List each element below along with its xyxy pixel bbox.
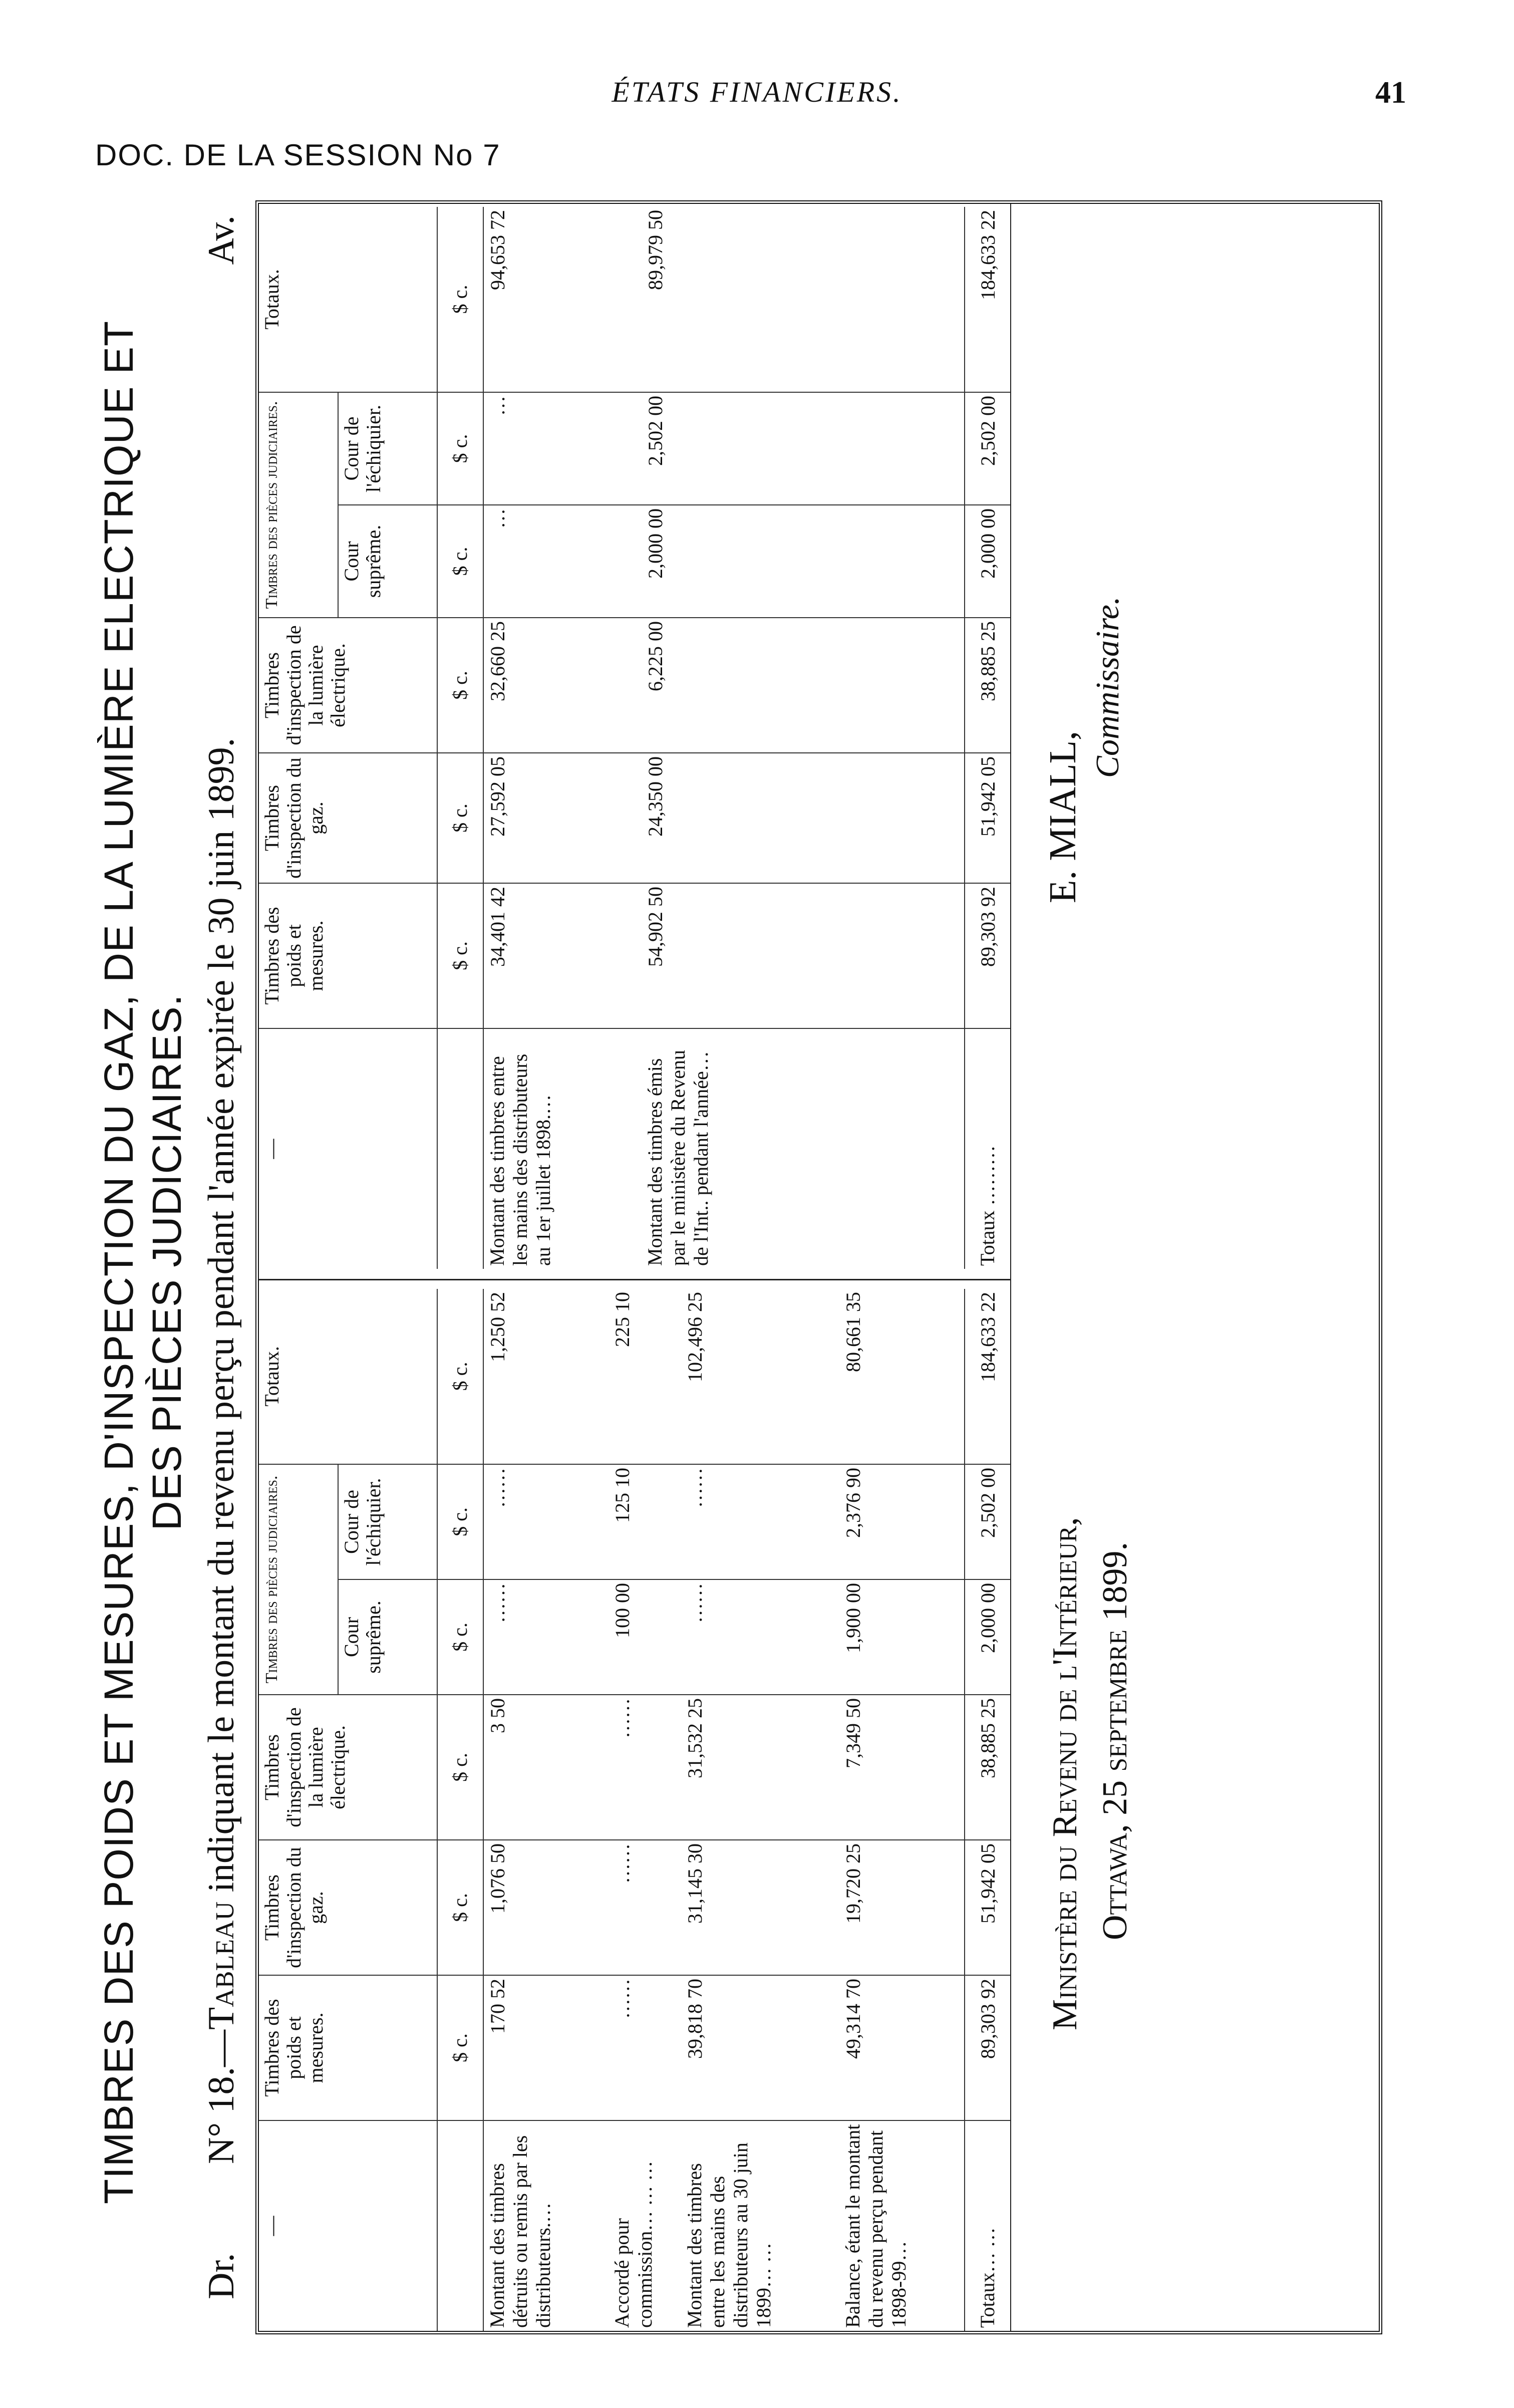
main-title [95, 185, 191, 2339]
col-header-totaux: Totaux. [259, 1289, 437, 1464]
caption-number: N° 18.— [201, 2029, 242, 2164]
cell-lumiere: 32,660 25 [483, 618, 642, 753]
total-poids: 89,303 92 [965, 883, 1010, 1028]
commissioner-signature [1040, 597, 1130, 903]
unit-cell [437, 2120, 483, 2331]
col-header-lumiere: Timbres d'inspection de la lumière électrique. [259, 618, 437, 753]
table-row [681, 1289, 839, 2331]
total-gaz: 51,942 05 [965, 753, 1010, 883]
table-bottom-rule [1010, 204, 1011, 2331]
table-caption [200, 185, 245, 2339]
total-lumiere: 38,885 25 [965, 1695, 1010, 1840]
col-header-judiciaires: Timbres des pièces judiciaires. [259, 1464, 338, 1695]
total-lumiere: 38,885 25 [965, 618, 1010, 753]
unit-cell: $ c. [437, 1840, 483, 1975]
cell-cour-supreme: 100 00 [609, 1579, 681, 1695]
total-cour-echiquier: 2,502 00 [965, 1464, 1010, 1579]
unit-cell: $ c. [437, 207, 483, 392]
col-header-blank: — [259, 2120, 437, 2331]
cell-gaz: 19,720 25 [839, 1840, 965, 1975]
cell-cour-echiquier: 2,502 00 [642, 392, 965, 505]
unit-cell: $ c. [437, 392, 483, 505]
cell-poids: 34,401 42 [483, 883, 642, 1028]
ministry-name: Ministère du Revenu de l'Intérieur, [1046, 1517, 1084, 2030]
debit-label: Dr. [201, 2253, 242, 2299]
caption-text [200, 738, 243, 2164]
col-header-poids: Timbres des poids et mesures. [259, 883, 437, 1028]
cell-poids: 39,818 70 [681, 1975, 839, 2120]
cell-total: 89,979 50 [644, 210, 667, 290]
commissioner-name: E. MIALL, [1042, 730, 1084, 903]
cell-total: 80,661 35 [841, 1292, 864, 1372]
unit-cell [437, 1028, 483, 1269]
ministry-signature [1040, 1517, 1140, 2030]
debit-table [259, 1289, 1010, 2331]
cell-cour-echiquier: 125 10 [609, 1464, 681, 1579]
table-row [483, 207, 642, 1269]
running-title: ÉTATS FINANCIERS. [612, 76, 902, 108]
table-total-row [965, 207, 1010, 1269]
unit-cell: $ c. [437, 505, 483, 618]
cell-cour-echiquier: 2,376 90 [839, 1464, 965, 1579]
cell-lumiere: …… [609, 1695, 681, 1840]
col-header-gaz: Timbres d'inspection du gaz. [259, 1840, 437, 1975]
cell-gaz: …… [609, 1840, 681, 1975]
col-header-cour-echiquier: Cour de l'échiquier. [338, 392, 437, 505]
total-cour-echiquier: 2,502 00 [965, 392, 1010, 505]
cell-lumiere: 6,225 00 [642, 618, 965, 753]
cell-poids: 170 52 [483, 1975, 609, 2120]
cell-total: 102,496 25 [683, 1292, 706, 1382]
total-poids: 89,303 92 [965, 1975, 1010, 2120]
col-header-judiciaires: Timbres des pièces judiciaires. [259, 392, 338, 618]
cell-cour-supreme: 2,000 00 [642, 505, 965, 618]
row-label: Accordé pour commission… … … [609, 2120, 681, 2331]
table-row [839, 1289, 965, 2331]
col-header-cour-supreme: Cour suprême. [338, 1579, 437, 1695]
cell-cour-supreme: …… [681, 1579, 839, 1695]
total-label: Totaux… … [965, 2120, 1010, 2331]
unit-cell: $ c. [437, 753, 483, 883]
cell-lumiere: 31,532 25 [681, 1695, 839, 1840]
rotated-table-page [75, 185, 1427, 2339]
unit-cell: $ c. [437, 883, 483, 1028]
unit-cell: $ c. [437, 1289, 483, 1464]
commissioner-role: Commissaire. [1089, 596, 1126, 778]
total-cour-supreme: 2,000 00 [965, 505, 1010, 618]
page-number: 41 [1375, 76, 1406, 110]
row-label: Montant des timbres entre les mains des distributeurs au 30 juin 1899… … [681, 2120, 839, 2331]
credit-table [259, 207, 1010, 1269]
cell-cour-supreme: 1,900 00 [839, 1579, 965, 1695]
total-cour-supreme: 2,000 00 [965, 1579, 1010, 1695]
unit-cell: $ c. [437, 1464, 483, 1579]
table-row [609, 1289, 681, 2331]
total-gaz: 51,942 05 [965, 1840, 1010, 1975]
cell-cour-supreme: … [483, 505, 642, 618]
cell-gaz: 24,350 00 [642, 753, 965, 883]
cell-gaz: 27,592 05 [483, 753, 642, 883]
col-header-cour-echiquier: Cour de l'échiquier. [338, 1464, 437, 1579]
cell-poids: 49,314 70 [839, 1975, 965, 2120]
total-total: 184,633 22 [965, 207, 1010, 392]
col-header-cour-supreme: Cour suprême. [338, 505, 437, 618]
cell-total: 225 10 [611, 1292, 634, 1347]
total-label: Totaux ……… [965, 1028, 1010, 1269]
table-row [642, 207, 965, 1269]
caption-word: Tableau [201, 1901, 242, 2030]
doc-session-label: DOC. DE LA SESSION No 7 [95, 138, 501, 172]
unit-cell: $ c. [437, 618, 483, 753]
row-label: Balance, étant le montant du revenu perçu pendant 1898-99… [839, 2120, 965, 2331]
table-frame [255, 200, 1382, 2334]
table-total-row [965, 1289, 1010, 2331]
cell-cour-supreme: …… [483, 1579, 609, 1695]
cell-cour-echiquier: … [483, 392, 642, 505]
cell-gaz: 1,076 50 [483, 1840, 609, 1975]
unit-cell: $ c. [437, 1579, 483, 1695]
unit-cell: $ c. [437, 1695, 483, 1840]
col-header-blank: — [259, 1028, 437, 1269]
row-label: Montant des timbres entre les mains des distributeurs au 1er juillet 1898.… [483, 1028, 642, 1269]
cell-poids: …… [609, 1975, 681, 2120]
cell-lumiere: 3 50 [483, 1695, 609, 1840]
cell-total: 94,653 72 [486, 210, 509, 290]
cell-total: 1,250 52 [486, 1292, 509, 1362]
col-header-totaux: Totaux. [259, 207, 437, 392]
cell-cour-echiquier: …… [681, 1464, 839, 1579]
unit-cell: $ c. [437, 1975, 483, 2120]
cell-lumiere: 7,349 50 [839, 1695, 965, 1840]
col-header-gaz: Timbres d'inspection du gaz. [259, 753, 437, 883]
credit-label: Av. [201, 215, 242, 265]
main-title-line1: TIMBRES DES POIDS ET MESURES, D'INSPECTION DU GAZ, DE LA LUMIÈRE ELECTRIQUE ET [96, 320, 142, 2205]
row-label: Montant des timbres émis par le ministère du Revenu de l'Int.. pendant l'année… [642, 1028, 965, 1269]
col-header-poids: Timbres des poids et mesures. [259, 1975, 437, 2120]
col-header-lumiere: Timbres d'inspection de la lumière électrique. [259, 1695, 437, 1840]
row-label: Montant des timbres détruits ou remis par les distributeurs.… [483, 2120, 609, 2331]
main-title-line2: DES PIÈCES JUDICIAIRES. [144, 994, 190, 1531]
cell-cour-echiquier: …… [483, 1464, 609, 1579]
table-row [483, 1289, 609, 2331]
cell-poids: 54,902 50 [642, 883, 965, 1028]
place-date: Ottawa, 25 septembre 1899. [1096, 1542, 1134, 1940]
total-total: 184,633 22 [965, 1289, 1010, 1464]
caption-rest: indiquant le montant du revenu perçu pendant l'année expirée le 30 juin 1899. [201, 737, 242, 1902]
cell-gaz: 31,145 30 [681, 1840, 839, 1975]
table-divider [259, 1279, 1010, 1280]
